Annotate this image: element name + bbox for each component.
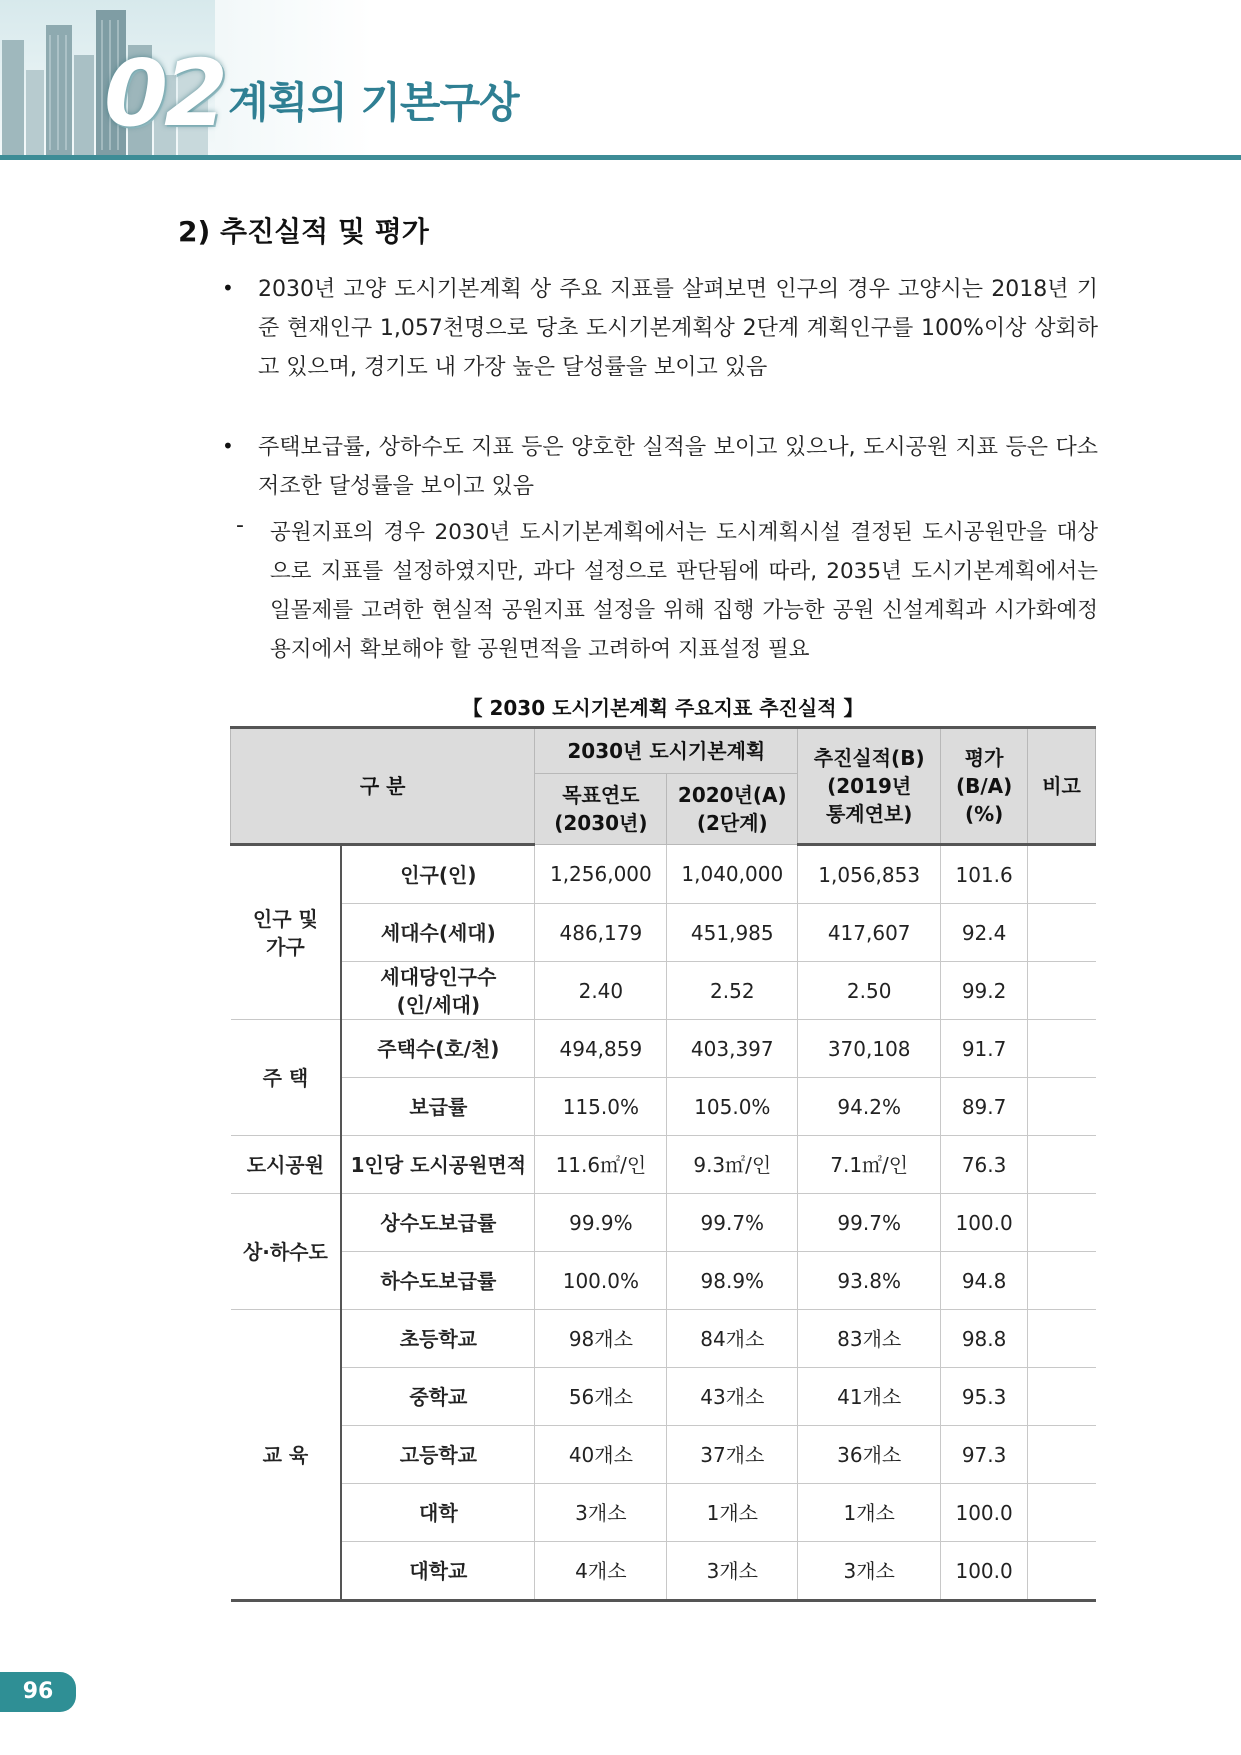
table-row (231, 1310, 1096, 1368)
cell-note (1028, 1252, 1096, 1310)
cell-actual: 41개소 (798, 1368, 941, 1426)
row-label: 1인당 도시공원면적 (341, 1136, 535, 1194)
cell-target: 99.9% (535, 1194, 667, 1252)
table-row (231, 1426, 1096, 1484)
cell-stage2: 403,397 (667, 1020, 798, 1078)
header-divider (0, 155, 1241, 160)
cell-stage2: 105.0% (667, 1078, 798, 1136)
paragraph-indicators: 주택보급률, 상하수도 지표 등은 양호한 실적을 보이고 있으나, 도시공원 지표 등은 다소 저조한 달성률을 보이고 있음 (258, 435, 1098, 499)
bullet-icon: • (222, 276, 234, 300)
cell-actual: 94.2% (798, 1078, 941, 1136)
cell-note (1028, 1484, 1096, 1542)
cell-actual: 99.7% (798, 1194, 941, 1252)
cell-actual: 1개소 (798, 1484, 941, 1542)
row-category: 상·하수도 (231, 1194, 342, 1310)
cell-stage2: 2.52 (667, 962, 798, 1020)
cell-stage2: 98.9% (667, 1252, 798, 1310)
cell-actual: 7.1㎡/인 (798, 1136, 941, 1194)
table-row (231, 1136, 1096, 1194)
cell-evaluation: 100.0 (941, 1194, 1028, 1252)
section-title: 2) 추진실적 및 평가 (178, 215, 429, 248)
header-stage2: 2020년(A) (2단계) (667, 774, 798, 845)
header-plan-group: 2030년 도시기본계획 (535, 728, 798, 774)
cell-evaluation: 92.4 (941, 904, 1028, 962)
cell-note (1028, 1426, 1096, 1484)
paragraph-park-indicator: 공원지표의 경우 2030년 도시기본계획에서는 도시계획시설 결정된 도시공원만을 대상으로 지표를 설정하였지만, 과다 설정으로 판단됨에 따라, 2035년 도시기본계획에서는 일몰제를 고려한 현실적 공원지표 설정을 위해 집행 가능한 공원 신설계획과 시가화예정 용지에서 확보해야 할 공원면적을 고려하여 지표설정 필요 (270, 520, 1098, 662)
cell-evaluation: 91.7 (941, 1020, 1028, 1078)
cell-note (1028, 1194, 1096, 1252)
cell-evaluation: 98.8 (941, 1310, 1028, 1368)
row-label: 인구(인) (341, 845, 535, 904)
page-number: 96 (0, 1672, 76, 1712)
row-label: 중학교 (341, 1368, 535, 1426)
chapter-number: 02 (104, 40, 225, 147)
cell-stage2: 99.7% (667, 1194, 798, 1252)
cell-actual: 36개소 (798, 1426, 941, 1484)
table-row (231, 1078, 1096, 1136)
cell-evaluation: 99.2 (941, 962, 1028, 1020)
cell-stage2: 9.3㎡/인 (667, 1136, 798, 1194)
row-label: 대학교 (341, 1542, 535, 1601)
cell-target: 115.0% (535, 1078, 667, 1136)
cell-evaluation: 95.3 (941, 1368, 1028, 1426)
cell-note (1028, 962, 1096, 1020)
cell-evaluation: 94.8 (941, 1252, 1028, 1310)
header-target: 목표연도 (2030년) (535, 774, 667, 845)
cell-actual: 370,108 (798, 1020, 941, 1078)
table-row (231, 1194, 1096, 1252)
paragraph-population: 2030년 고양 도시기본계획 상 주요 지표를 살펴보면 인구의 경우 고양시는 2018년 기준 현재인구 1,057천명으로 당초 도시기본계획상 2단계 계획인구를 100%이상 상회하고 있으며, 경기도 내 가장 높은 달성률을 보이고 있음 (258, 277, 1098, 380)
cell-target: 40개소 (535, 1426, 667, 1484)
cell-evaluation: 76.3 (941, 1136, 1028, 1194)
cell-actual: 83개소 (798, 1310, 941, 1368)
header-category: 구 분 (231, 728, 535, 845)
cell-actual: 2.50 (798, 962, 941, 1020)
cell-stage2: 1개소 (667, 1484, 798, 1542)
table-row (231, 1484, 1096, 1542)
table-row (231, 962, 1096, 1020)
row-label: 보급률 (341, 1078, 535, 1136)
row-label: 하수도보급률 (341, 1252, 535, 1310)
cell-note (1028, 904, 1096, 962)
cell-actual: 3개소 (798, 1542, 941, 1601)
cell-stage2: 43개소 (667, 1368, 798, 1426)
row-label: 상수도보급률 (341, 1194, 535, 1252)
row-label: 주택수(호/천) (341, 1020, 535, 1078)
cell-stage2: 1,040,000 (667, 845, 798, 904)
cell-target: 2.40 (535, 962, 667, 1020)
row-label: 세대당인구수 (인/세대) (341, 962, 535, 1020)
cell-evaluation: 100.0 (941, 1484, 1028, 1542)
cell-actual: 417,607 (798, 904, 941, 962)
dash-marker: - (236, 513, 244, 538)
table-row (231, 845, 1096, 904)
row-label: 초등학교 (341, 1310, 535, 1368)
row-label: 세대수(세대) (341, 904, 535, 962)
cell-note (1028, 1368, 1096, 1426)
cell-target: 100.0% (535, 1252, 667, 1310)
cell-stage2: 37개소 (667, 1426, 798, 1484)
bullet-icon: • (222, 434, 234, 458)
cell-note (1028, 1136, 1096, 1194)
table-row (231, 1252, 1096, 1310)
header-evaluation: 평가 (B/A) (%) (941, 728, 1028, 845)
table-caption: 【 2030 도시기본계획 주요지표 추진실적 】 (462, 696, 864, 720)
cell-target: 494,859 (535, 1020, 667, 1078)
row-category: 교 육 (231, 1310, 342, 1601)
cell-actual: 1,056,853 (798, 845, 941, 904)
cell-evaluation: 89.7 (941, 1078, 1028, 1136)
cell-stage2: 84개소 (667, 1310, 798, 1368)
row-category: 인구 및 가구 (231, 845, 342, 1020)
cell-target: 4개소 (535, 1542, 667, 1601)
row-category: 주 택 (231, 1020, 342, 1136)
table-row (231, 904, 1096, 962)
cell-note (1028, 845, 1096, 904)
cell-note (1028, 1310, 1096, 1368)
cell-target: 11.6㎡/인 (535, 1136, 667, 1194)
row-label: 고등학교 (341, 1426, 535, 1484)
cell-evaluation: 101.6 (941, 845, 1028, 904)
table-row (231, 1368, 1096, 1426)
cell-note (1028, 1078, 1096, 1136)
row-label: 대학 (341, 1484, 535, 1542)
cell-target: 1,256,000 (535, 845, 667, 904)
cell-evaluation: 97.3 (941, 1426, 1028, 1484)
cell-target: 56개소 (535, 1368, 667, 1426)
cell-stage2: 3개소 (667, 1542, 798, 1601)
header-note: 비고 (1028, 728, 1096, 845)
cell-stage2: 451,985 (667, 904, 798, 962)
cell-note (1028, 1542, 1096, 1601)
row-category: 도시공원 (231, 1136, 342, 1194)
cell-target: 486,179 (535, 904, 667, 962)
page-header (0, 0, 1241, 160)
cell-evaluation: 100.0 (941, 1542, 1028, 1601)
cell-target: 3개소 (535, 1484, 667, 1542)
table-row (231, 1020, 1096, 1078)
table-row (231, 1542, 1096, 1601)
header-actual: 추진실적(B) (2019년 통계연보) (798, 728, 941, 845)
indicator-table (230, 726, 1096, 1602)
cell-actual: 93.8% (798, 1252, 941, 1310)
cell-target: 98개소 (535, 1310, 667, 1368)
chapter-title: 계획의 기본구상 (228, 78, 519, 127)
cell-note (1028, 1020, 1096, 1078)
